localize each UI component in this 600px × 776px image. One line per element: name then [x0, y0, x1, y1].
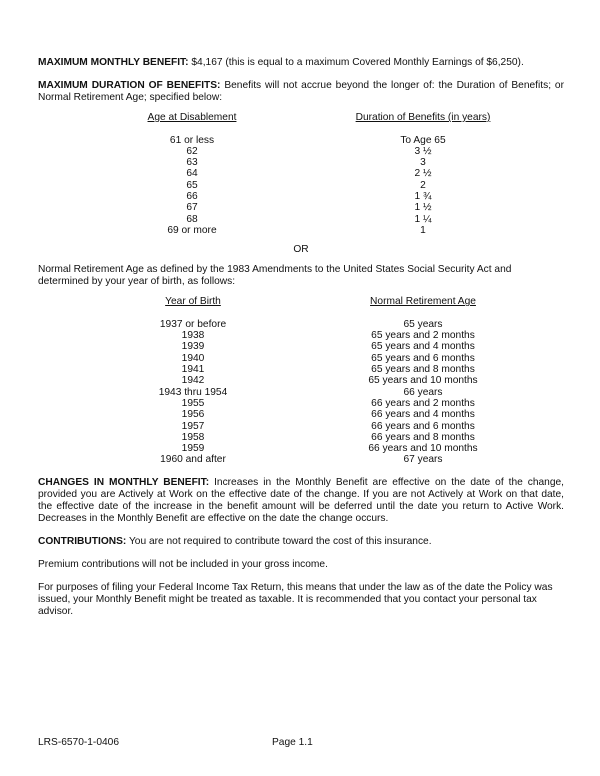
changes-label: CHANGES IN MONTHLY BENEFIT:: [38, 476, 210, 488]
retirement-age-cell: 66 years and 10 months: [368, 443, 478, 455]
year-cell: 1938: [181, 330, 205, 342]
retirement-age-cell: 67 years: [403, 454, 443, 466]
duration-cell: 3 ½: [414, 145, 432, 157]
year-cell: 1958: [181, 431, 205, 443]
max-benefit-label: MAXIMUM MONTHLY BENEFIT:: [38, 57, 189, 68]
age-cell: 69 or more: [167, 224, 217, 236]
table-row: [38, 432, 564, 443]
table-row: [38, 341, 564, 352]
age-cell: 61 or less: [169, 134, 215, 146]
retirement-age-cell: 66 years and 2 months: [371, 397, 475, 409]
age-cell: 62: [186, 145, 198, 157]
year-cell: 1957: [181, 420, 205, 432]
age-cell: 66: [186, 191, 198, 203]
age-at-disablement-header: Age at Disablement: [147, 112, 237, 123]
year-cell: 1943 thru 1954: [158, 386, 228, 398]
table-row: [38, 409, 564, 420]
table-row: [38, 225, 564, 236]
changes-paragraph: [38, 477, 564, 525]
duration-cell: To Age 65: [400, 134, 446, 146]
year-cell: 1960 and after: [160, 454, 226, 466]
table-row: [38, 387, 564, 398]
retirement-age-cell: 65 years and 10 months: [368, 375, 478, 387]
nra-intro-paragraph: Normal Retirement Age as defined by the 1983 Amendments to the United States Social Security Act and determined by your year of birth, as follows:: [38, 264, 512, 288]
retirement-age-cell: 66 years and 8 months: [371, 431, 475, 443]
table-row: [38, 398, 564, 409]
nra-table: [38, 296, 564, 465]
table-row: [38, 168, 564, 179]
retirement-age-cell: 65 years: [403, 318, 443, 330]
duration-cell: 1 ½: [414, 202, 432, 214]
contributions-text: You are not required to contribute toward the cost of this insurance.: [126, 535, 432, 547]
table-row: [38, 135, 564, 146]
year-cell: 1942: [181, 375, 205, 387]
duration-cell: 1: [420, 224, 426, 236]
age-cell: 64: [186, 168, 198, 180]
year-cell: 1939: [181, 341, 205, 353]
retirement-age-cell: 66 years: [403, 386, 443, 398]
table-row: [38, 454, 564, 465]
contributions-paragraph: [38, 536, 564, 548]
table-row: [38, 443, 564, 454]
year-cell: 1941: [181, 364, 205, 376]
table-row: [38, 330, 564, 341]
duration-table: [38, 112, 564, 236]
table-row: [38, 191, 564, 202]
age-cell: 67: [186, 202, 198, 214]
duration-cell: 1 ¼: [414, 213, 432, 225]
age-cell: 63: [186, 157, 198, 169]
max-benefit-paragraph: [38, 57, 564, 69]
duration-cell: 2: [420, 179, 426, 191]
nra-table-header: [38, 296, 564, 307]
max-benefit-text: $4,167 (this is equal to a maximum Covered Monthly Earnings of $6,250).: [188, 57, 524, 68]
document-body: [38, 57, 564, 618]
max-duration-text: Benefits will not accrue beyond the longer of: the Duration of Benefits; or Normal Retirement Age; specified below:: [38, 80, 564, 103]
year-cell: 1955: [181, 397, 205, 409]
table-row: [38, 157, 564, 168]
table-row: [38, 353, 564, 364]
duration-of-benefits-header: Duration of Benefits (in years): [355, 112, 491, 123]
duration-table-header: [38, 112, 564, 123]
year-cell: 1956: [181, 409, 205, 421]
form-code: LRS-6570-1-0406: [38, 737, 119, 748]
year-cell: 1959: [181, 443, 205, 455]
table-row: [38, 202, 564, 213]
table-row: [38, 421, 564, 432]
age-cell: 65: [186, 179, 198, 191]
premium-paragraph: Premium contributions will not be included in your gross income.: [38, 558, 328, 570]
retirement-age-cell: 66 years and 6 months: [371, 420, 475, 432]
contributions-label: CONTRIBUTIONS:: [38, 535, 127, 547]
table-row: [38, 375, 564, 386]
normal-retirement-age-header: Normal Retirement Age: [370, 296, 476, 308]
page-number: Page 1.1: [272, 737, 313, 748]
retirement-age-cell: 66 years and 4 months: [371, 409, 475, 421]
duration-cell: 1 ¾: [414, 191, 432, 203]
table-row: [38, 146, 564, 157]
max-duration-paragraph: [38, 80, 564, 104]
table-row: [38, 364, 564, 375]
max-duration-label: MAXIMUM DURATION OF BENEFITS:: [38, 80, 221, 91]
retirement-age-cell: 65 years and 8 months: [371, 364, 475, 376]
retirement-age-cell: 65 years and 2 months: [371, 330, 475, 342]
retirement-age-cell: 65 years and 6 months: [371, 352, 475, 364]
table-row: [38, 319, 564, 330]
year-of-birth-header: Year of Birth: [165, 296, 221, 308]
year-cell: 1937 or before: [159, 318, 227, 330]
or-separator: OR: [293, 244, 309, 256]
tax-paragraph: For purposes of filing your Federal Income Tax Return, this means that under the law as of the date the Policy was issued, your Monthly Benefit might be treated as taxable. It is recommended that you contact your personal tax advisor.: [38, 581, 553, 617]
age-cell: 68: [186, 213, 198, 225]
duration-cell: 3: [420, 157, 426, 169]
retirement-age-cell: 65 years and 4 months: [371, 341, 475, 353]
year-cell: 1940: [181, 352, 205, 364]
changes-text: Increases in the Monthly Benefit are effective on the date of the change, provided you are Actively at Work on the effective date of the change. If you are not Actively at Work on that date, the effective date of the increase in the benefit amount will be deferred until the date you return to Active Work. Decreases in the Monthly Benefit are effective on the date the change occurs.: [38, 476, 564, 524]
table-row: [38, 180, 564, 191]
table-row: [38, 214, 564, 225]
duration-cell: 2 ½: [414, 168, 432, 180]
